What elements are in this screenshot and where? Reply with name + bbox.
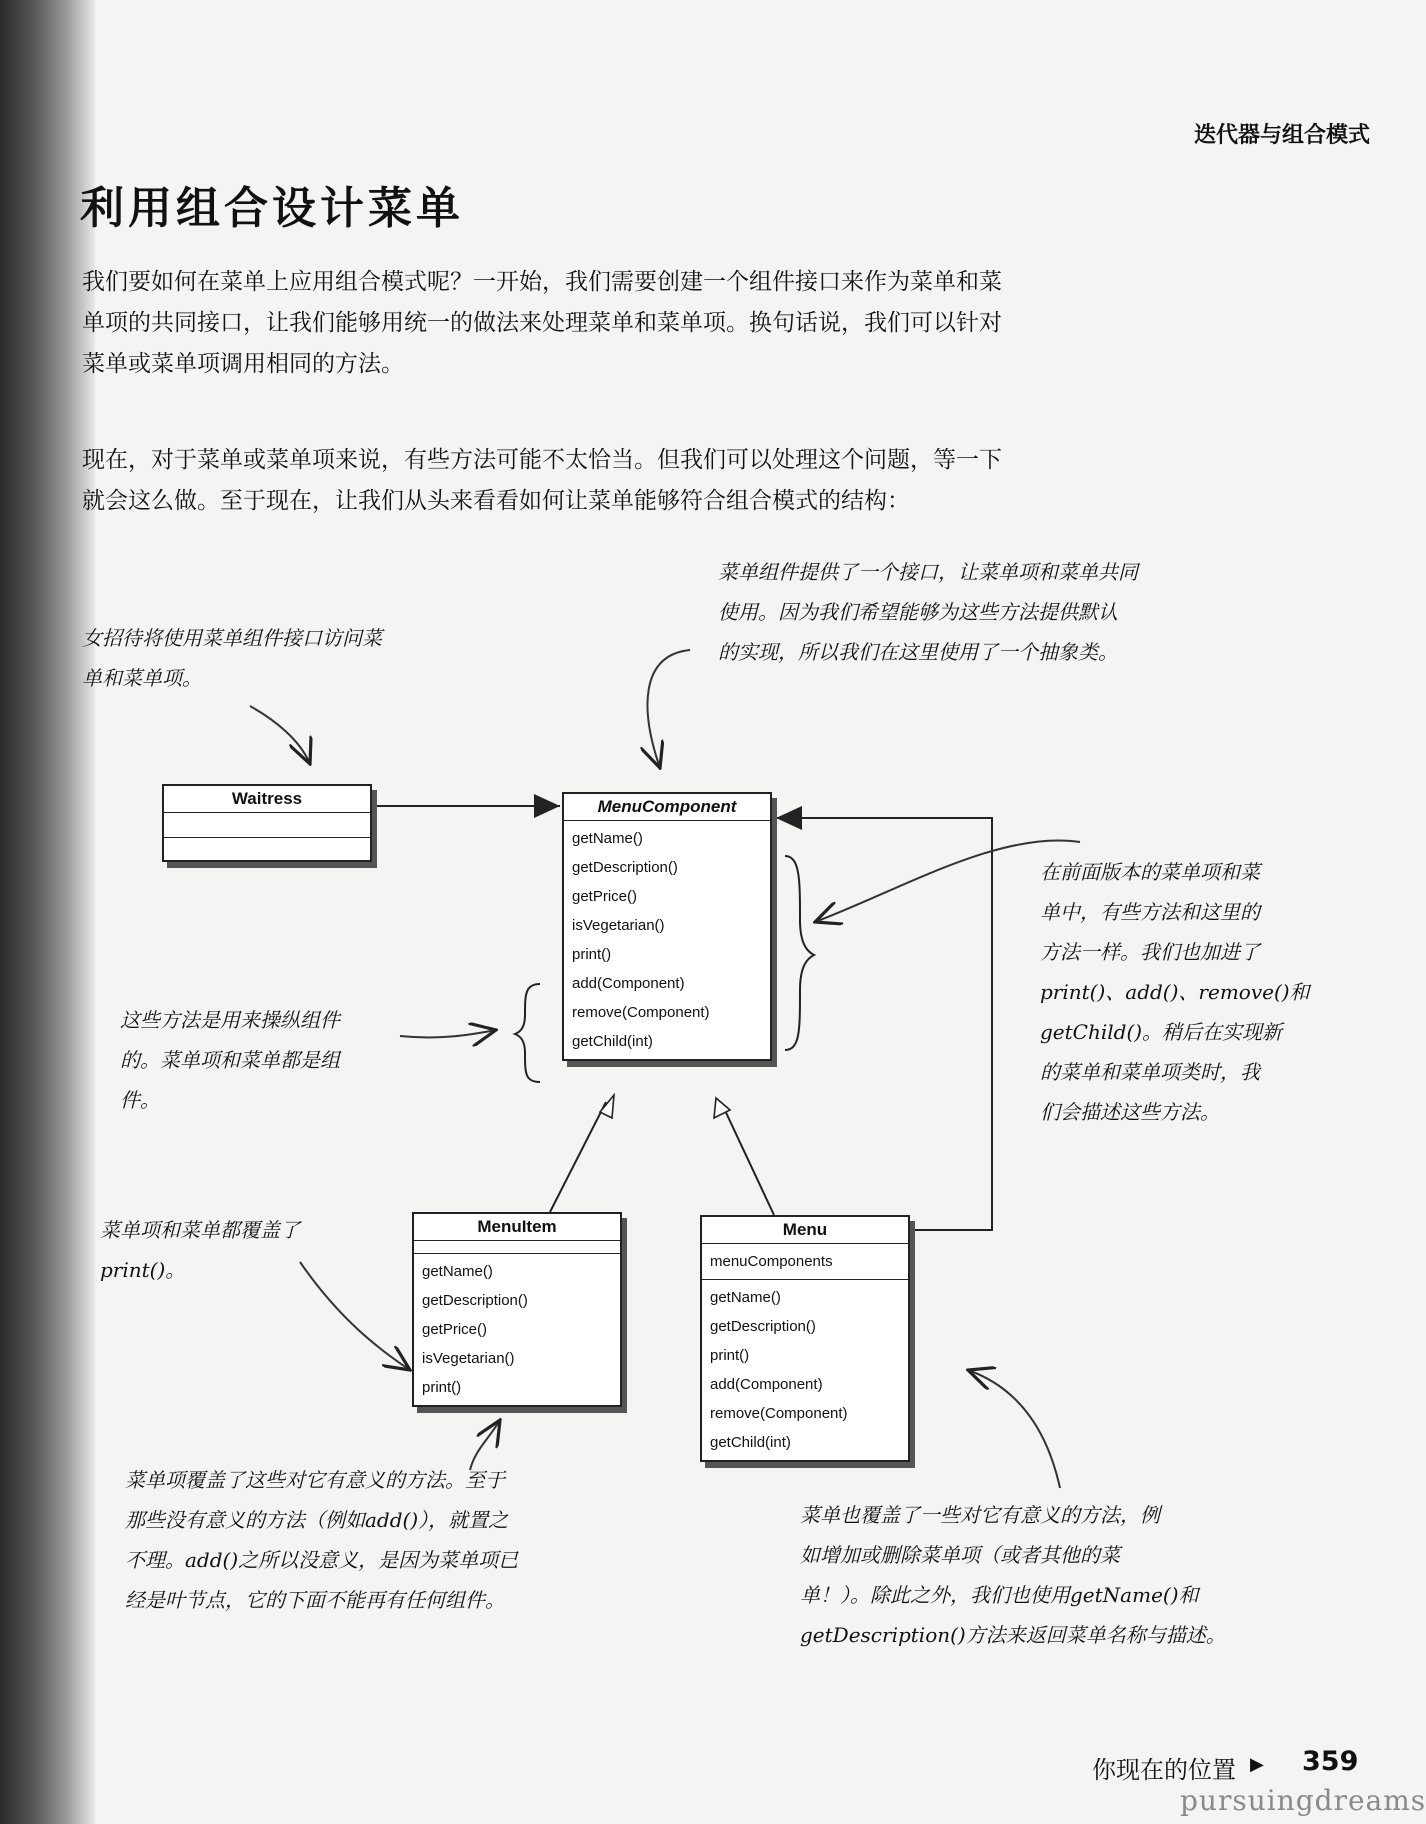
fields-section xyxy=(702,1244,908,1280)
note-menuitem: 菜单项覆盖了这些对它有意义的方法。至于 那些没有意义的方法（例如add()），就置之 不理。add()之所以没意义，是因为菜单项已 经是叶节点，它的下面不能再有任何组件。 xyxy=(125,1468,519,1612)
composition-line xyxy=(776,818,992,1230)
class-waitress xyxy=(162,784,372,862)
text-line: 我们要如何在菜单上应用组合模式呢？一开始，我们需要创建一个组件接口来作为菜单和菜 xyxy=(82,269,1002,295)
page-number: 359 xyxy=(1302,1746,1359,1777)
inheritance-arrow-menuitem xyxy=(550,1102,606,1212)
method: getName() xyxy=(710,1289,781,1306)
method: isVegetarian() xyxy=(572,917,665,934)
note-override-print: 菜单项和菜单都覆盖了 print()。 xyxy=(100,1218,300,1282)
brace-shared-methods xyxy=(785,856,814,1050)
method: getName() xyxy=(572,830,643,847)
pointer-previous xyxy=(815,840,1080,922)
method: add(Component) xyxy=(710,1376,823,1393)
method: getPrice() xyxy=(572,888,638,905)
note-menu: 菜单也覆盖了一些对它有意义的方法，例 如增加或删除菜单项（或者其他的菜 单！）。除此之外，我们也使用getName()和 getDescription()方法来返回菜单名称与描述。 xyxy=(800,1503,1226,1647)
method: getChild(int) xyxy=(572,1033,653,1050)
text-line: 菜单或菜单项调用相同的方法。 xyxy=(82,351,404,377)
watermark: pursuingdreams xyxy=(1180,1784,1426,1817)
pointer-menu xyxy=(968,1370,1060,1488)
methods-section xyxy=(414,1254,620,1405)
method: getName() xyxy=(422,1263,493,1280)
class-menu xyxy=(700,1215,910,1462)
note-previous-version: 在前面版本的菜单项和菜 单中，有些方法和这里的 方法一样。我们也加进了 print()、add()、remove()和 getChild()。稍后在实现新 的菜单和菜单项类时，我 们会描述这些方法。 xyxy=(1040,860,1310,1124)
inheritance-arrow-menu xyxy=(722,1104,774,1215)
class-name: Menu xyxy=(702,1217,908,1244)
method: getDescription() xyxy=(422,1292,528,1309)
class-name: Waitress xyxy=(164,786,370,813)
method: isVegetarian() xyxy=(422,1350,515,1367)
play-arrow-icon: ▶ xyxy=(1250,1754,1264,1775)
method: getDescription() xyxy=(710,1318,816,1335)
methods-section xyxy=(564,821,770,1059)
method: getChild(int) xyxy=(710,1434,791,1451)
text-line: 单项的共同接口，让我们能够用统一的做法来处理菜单和菜单项。换句话说，我们可以针对 xyxy=(82,310,1002,336)
note-menu-component: 菜单组件提供了一个接口，让菜单项和菜单共同 使用。因为我们希望能够为这些方法提供默认 的实现，所以我们在这里使用了一个抽象类。 xyxy=(718,560,1138,664)
text-line: 就会这么做。至于现在，让我们从头来看看如何让菜单能够符合组合模式的结构： xyxy=(82,488,910,514)
note-manipulate: 这些方法是用来操纵组件 的。菜单项和菜单都是组 件。 xyxy=(120,1008,340,1112)
field: menuComponents xyxy=(710,1253,833,1270)
method: getPrice() xyxy=(422,1321,488,1338)
chapter-title: 迭代器与组合模式 xyxy=(1193,123,1370,148)
class-menu-component xyxy=(562,792,772,1061)
pointer-waitress xyxy=(250,706,310,764)
class-name: MenuItem xyxy=(414,1214,620,1241)
method: print() xyxy=(422,1379,462,1396)
pointer-menuitem xyxy=(470,1420,500,1470)
note-waitress: 女招待将使用菜单组件接口访问菜 单和菜单项。 xyxy=(82,626,382,690)
method: getDescription() xyxy=(572,859,678,876)
pointer-print xyxy=(300,1262,410,1370)
method: print() xyxy=(572,946,612,963)
footer-location-label: 你现在的位置 xyxy=(1092,1756,1236,1784)
pointer-component xyxy=(648,650,690,768)
section-heading: 利用组合设计菜单 xyxy=(80,183,464,234)
method: add(Component) xyxy=(572,975,685,992)
method: print() xyxy=(710,1347,750,1364)
pointer-manipulate xyxy=(400,1030,496,1037)
method: remove(Component) xyxy=(572,1004,710,1021)
class-name: MenuComponent xyxy=(564,794,770,821)
methods-section xyxy=(702,1280,908,1460)
brace-manipulate-methods xyxy=(515,984,540,1082)
method: remove(Component) xyxy=(710,1405,848,1422)
class-menu-item xyxy=(412,1212,622,1407)
text-line: 现在，对于菜单或菜单项来说，有些方法可能不太恰当。但我们可以处理这个问题，等一下 xyxy=(82,447,1002,473)
